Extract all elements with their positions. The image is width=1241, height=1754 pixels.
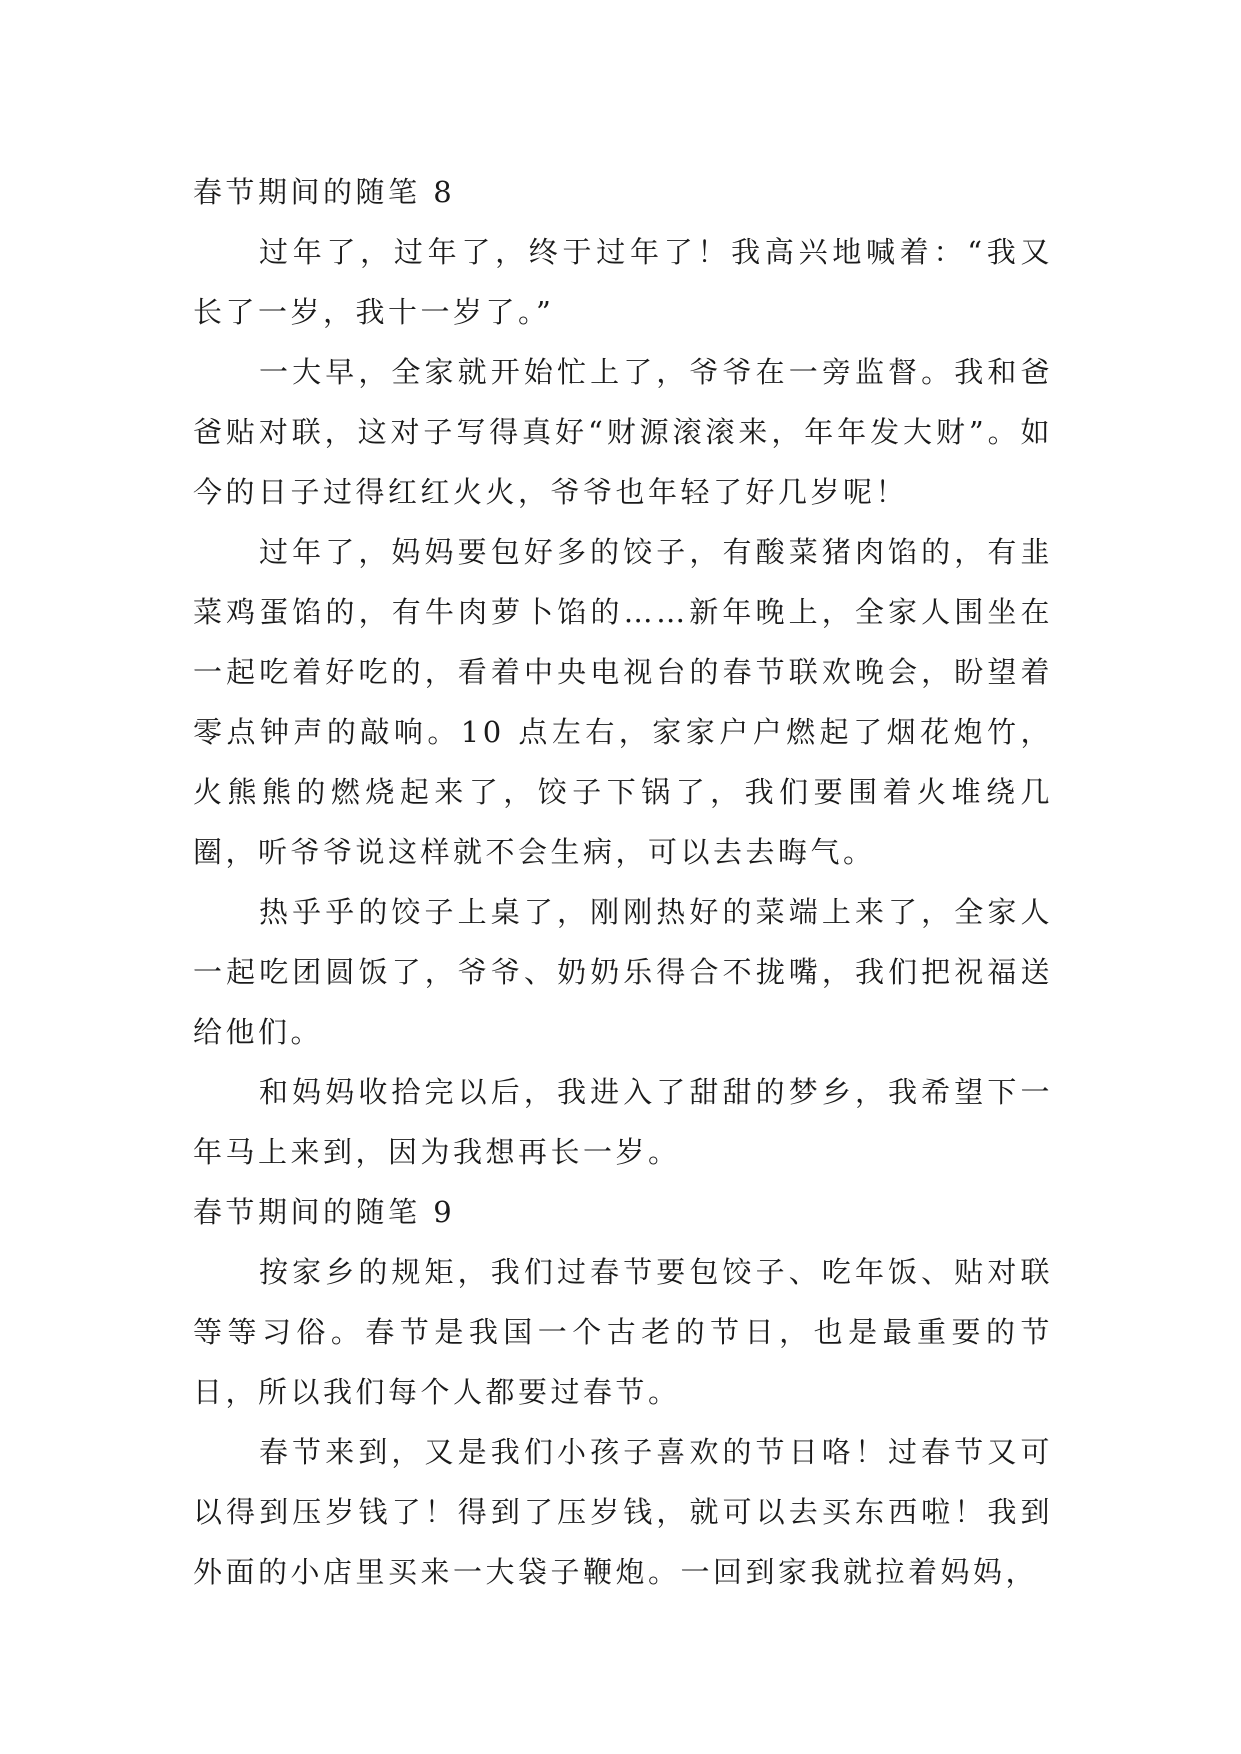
section-title: 春节期间的随笔 9	[193, 1195, 456, 1229]
paragraph: 过年了，过年了，终于过年了！我高兴地喊着：“我又长了一岁，我十一岁了。”	[193, 235, 1053, 329]
paragraph: 春节来到，又是我们小孩子喜欢的节日咯！过春节又可以得到压岁钱了！得到了压岁钱，就可以去买东西啦！我到外面的小店里买来一大袋子鞭炮。一回到家我就拉着妈妈，	[193, 1435, 1053, 1589]
paragraph: 一大早，全家就开始忙上了，爷爷在一旁监督。我和爸爸贴对联，这对子写得真好“财源滚滚来，年年发大财”。如今的日子过得红红火火，爷爷也年轻了好几岁呢！	[193, 355, 1053, 509]
document-body	[193, 162, 1053, 1602]
paragraph: 过年了，妈妈要包好多的饺子，有酸菜猪肉馅的，有韭菜鸡蛋馅的，有牛肉萝卜馅的……新年晚上，全家人围坐在一起吃着好吃的，看着中央电视台的春节联欢晚会，盼望着零点钟声的敲响。10 点左右，家家户户燃起了烟花炮竹，火熊熊的燃烧起来了，饺子下锅了，我们要围着火堆绕几圈，听爷爷说这样就不会生病，可以去去晦气。	[193, 535, 1053, 869]
section-title: 春节期间的随笔 8	[193, 175, 456, 209]
paragraph: 按家乡的规矩，我们过春节要包饺子、吃年饭、贴对联等等习俗。春节是我国一个古老的节日，也是最重要的节日，所以我们每个人都要过春节。	[193, 1255, 1053, 1409]
paragraph: 热乎乎的饺子上桌了，刚刚热好的菜端上来了，全家人一起吃团圆饭了，爷爷、奶奶乐得合不拢嘴，我们把祝福送给他们。	[193, 895, 1053, 1049]
paragraph: 和妈妈收拾完以后，我进入了甜甜的梦乡，我希望下一年马上来到，因为我想再长一岁。	[193, 1075, 1053, 1169]
